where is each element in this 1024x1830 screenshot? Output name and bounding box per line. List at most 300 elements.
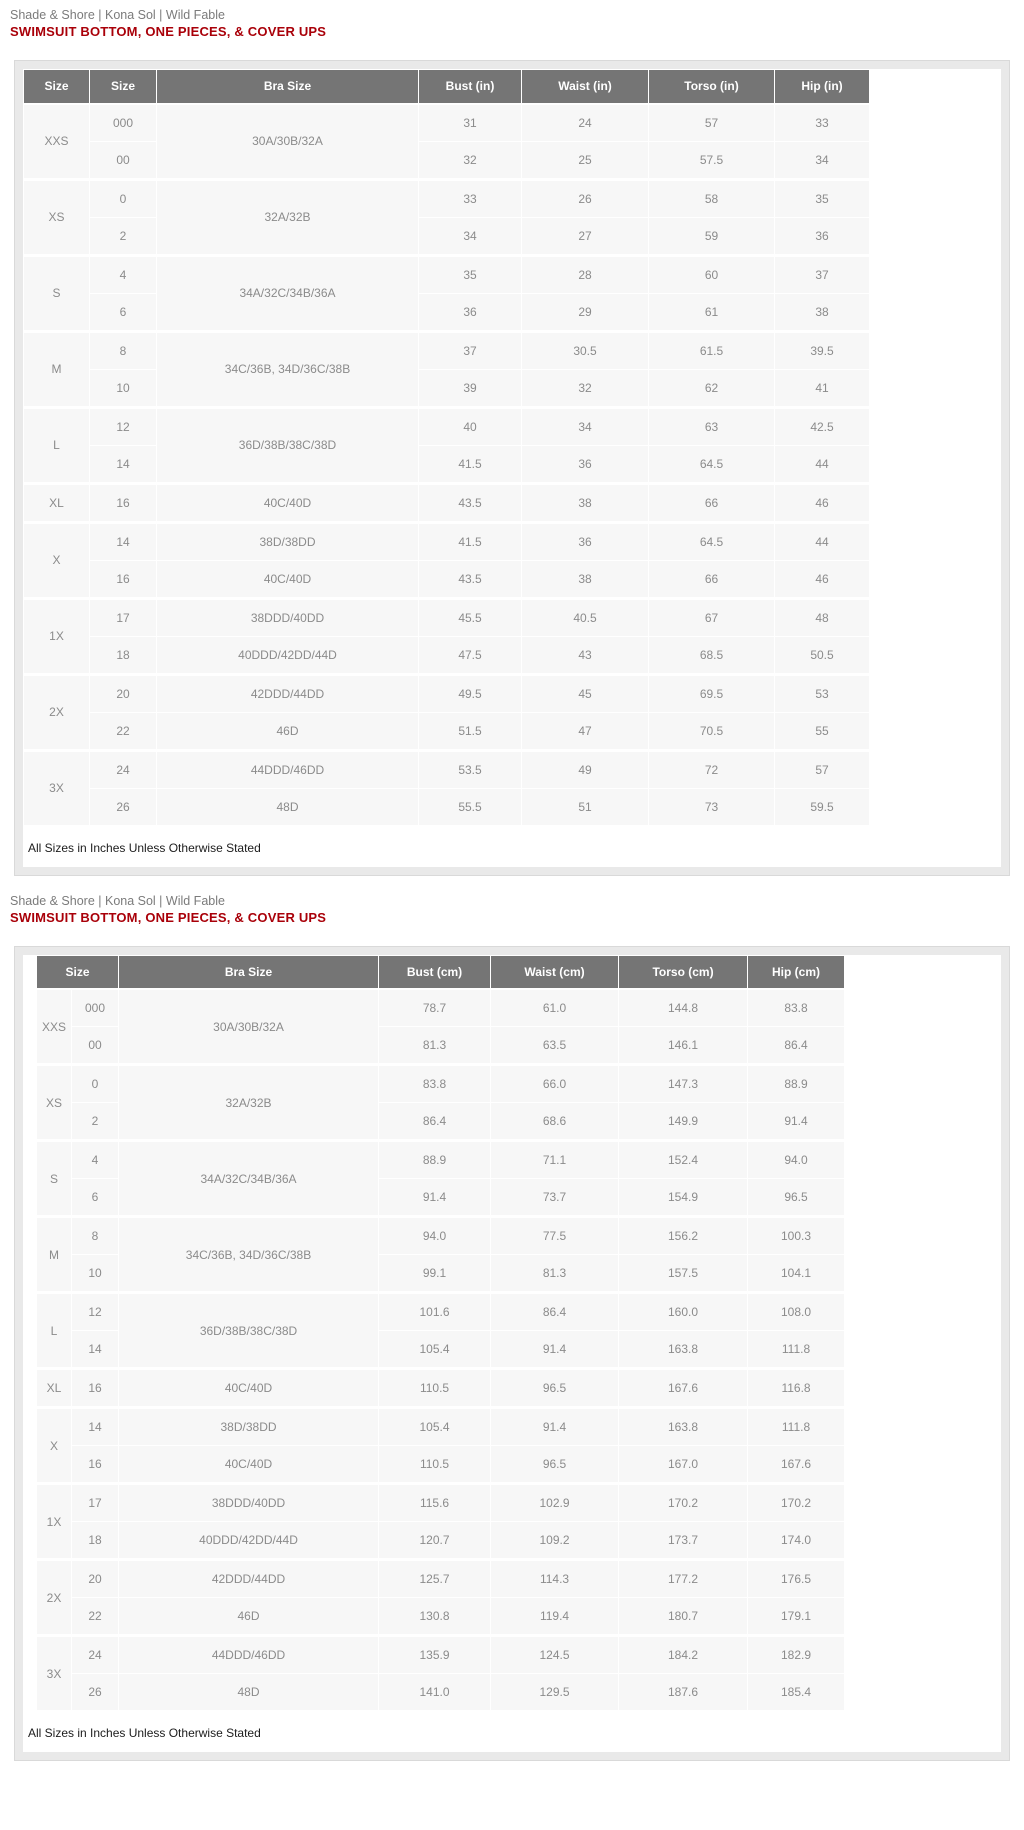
size-letter-cell: XS (24, 179, 90, 255)
hip-cell: 41 (775, 369, 870, 407)
bust-cell: 110.5 (379, 1446, 491, 1484)
size-number-cell: 6 (90, 293, 157, 331)
size-chart-section-inches (0, 0, 1024, 876)
hip-cell: 111.8 (748, 1408, 845, 1446)
torso-cell: 163.8 (619, 1408, 748, 1446)
size-number-cell: 14 (72, 1408, 119, 1446)
torso-cell: 184.2 (619, 1636, 748, 1674)
size-number-cell: 2 (90, 217, 157, 255)
waist-cell: 32 (522, 369, 649, 407)
size-number-cell: 12 (72, 1293, 119, 1331)
torso-cell: 62 (649, 369, 775, 407)
torso-cell: 152.4 (619, 1141, 748, 1179)
bra-size-cell: 48D (157, 788, 419, 826)
bust-cell: 39 (419, 369, 522, 407)
size-number-cell: 22 (90, 712, 157, 750)
table-row (37, 1065, 845, 1103)
torso-cell: 57.5 (649, 141, 775, 179)
column-header: Size (90, 70, 157, 104)
bust-cell: 105.4 (379, 1408, 491, 1446)
bust-cell: 101.6 (379, 1293, 491, 1331)
table-row (37, 1522, 845, 1560)
hip-cell: 100.3 (748, 1217, 845, 1255)
hip-cell: 176.5 (748, 1560, 845, 1598)
waist-cell: 96.5 (491, 1369, 619, 1408)
table-row (37, 1560, 845, 1598)
torso-cell: 61.5 (649, 331, 775, 369)
torso-cell: 57 (649, 104, 775, 142)
waist-cell: 24 (522, 104, 649, 142)
size-letter-cell: M (24, 331, 90, 407)
hip-cell: 48 (775, 598, 870, 636)
torso-cell: 61 (649, 293, 775, 331)
size-letter-cell: L (37, 1293, 72, 1369)
bust-cell: 45.5 (419, 598, 522, 636)
table-row (24, 407, 870, 445)
bust-cell: 53.5 (419, 750, 522, 788)
size-number-cell: 16 (72, 1446, 119, 1484)
size-number-cell: 20 (90, 674, 157, 712)
hip-cell: 46 (775, 483, 870, 522)
hip-cell: 167.6 (748, 1446, 845, 1484)
waist-cell: 129.5 (491, 1674, 619, 1712)
size-letter-cell: 2X (37, 1560, 72, 1636)
size-number-cell: 24 (72, 1636, 119, 1674)
bust-cell: 125.7 (379, 1560, 491, 1598)
waist-cell: 61.0 (491, 989, 619, 1027)
size-number-cell: 14 (90, 445, 157, 483)
bust-cell: 99.1 (379, 1255, 491, 1293)
torso-cell: 69.5 (649, 674, 775, 712)
size-number-cell: 000 (72, 989, 119, 1027)
size-letter-cell: L (24, 407, 90, 483)
table-row (24, 104, 870, 142)
hip-cell: 185.4 (748, 1674, 845, 1712)
bust-cell: 49.5 (419, 674, 522, 712)
hip-cell: 83.8 (748, 989, 845, 1027)
waist-cell: 71.1 (491, 1141, 619, 1179)
torso-cell: 187.6 (619, 1674, 748, 1712)
size-chart-panel-cm (14, 946, 1010, 1762)
table-row (24, 255, 870, 293)
column-header: Waist (in) (522, 70, 649, 104)
hip-cell: 50.5 (775, 636, 870, 674)
column-header: Size (24, 70, 90, 104)
table-row (24, 445, 870, 483)
table-row (37, 1636, 845, 1674)
bra-size-cell: 40DDD/42DD/44D (157, 636, 419, 674)
brands-line: Shade & Shore | Kona Sol | Wild Fable (10, 8, 225, 22)
table-row (24, 331, 870, 369)
column-header: Waist (cm) (491, 955, 619, 989)
size-number-cell: 00 (72, 1027, 119, 1065)
size-letter-cell: 1X (37, 1484, 72, 1560)
hip-cell: 38 (775, 293, 870, 331)
bust-cell: 41.5 (419, 445, 522, 483)
size-letter-cell: XL (24, 483, 90, 522)
bra-size-cell: 34C/36B, 34D/36C/38B (157, 331, 419, 407)
waist-cell: 43 (522, 636, 649, 674)
waist-cell: 73.7 (491, 1179, 619, 1217)
table-row (37, 989, 845, 1027)
bust-cell: 55.5 (419, 788, 522, 826)
bra-size-cell: 34A/32C/34B/36A (119, 1141, 379, 1217)
column-header: Size (37, 955, 119, 989)
size-number-cell: 0 (90, 179, 157, 217)
column-header: Bust (cm) (379, 955, 491, 989)
size-letter-cell: 2X (24, 674, 90, 750)
table-row (24, 179, 870, 217)
bra-size-cell: 38DDD/40DD (157, 598, 419, 636)
waist-cell: 26 (522, 179, 649, 217)
torso-cell: 167.6 (619, 1369, 748, 1408)
waist-cell: 109.2 (491, 1522, 619, 1560)
size-number-cell: 2 (72, 1103, 119, 1141)
bust-cell: 141.0 (379, 1674, 491, 1712)
hip-cell: 91.4 (748, 1103, 845, 1141)
torso-cell: 64.5 (649, 445, 775, 483)
bra-size-cell: 36D/38B/38C/38D (119, 1293, 379, 1369)
table-row (24, 788, 870, 826)
hip-cell: 174.0 (748, 1522, 845, 1560)
size-letter-cell: S (37, 1141, 72, 1217)
waist-cell: 34 (522, 407, 649, 445)
table-row (37, 1598, 845, 1636)
table-row (37, 1484, 845, 1522)
size-number-cell: 26 (90, 788, 157, 826)
size-number-cell: 12 (90, 407, 157, 445)
table-row (24, 674, 870, 712)
waist-cell: 66.0 (491, 1065, 619, 1103)
bra-size-cell: 30A/30B/32A (119, 989, 379, 1065)
hip-cell: 53 (775, 674, 870, 712)
torso-cell: 157.5 (619, 1255, 748, 1293)
hip-cell: 44 (775, 445, 870, 483)
waist-cell: 102.9 (491, 1484, 619, 1522)
hip-cell: 182.9 (748, 1636, 845, 1674)
column-header: Bra Size (119, 955, 379, 989)
waist-cell: 68.6 (491, 1103, 619, 1141)
waist-cell: 86.4 (491, 1293, 619, 1331)
waist-cell: 114.3 (491, 1560, 619, 1598)
torso-cell: 154.9 (619, 1179, 748, 1217)
table-row (24, 636, 870, 674)
size-number-cell: 14 (72, 1331, 119, 1369)
size-number-cell: 10 (72, 1255, 119, 1293)
torso-cell: 170.2 (619, 1484, 748, 1522)
bra-size-cell: 34C/36B, 34D/36C/38B (119, 1217, 379, 1293)
bust-cell: 51.5 (419, 712, 522, 750)
bust-cell: 115.6 (379, 1484, 491, 1522)
table-row (24, 293, 870, 331)
waist-cell: 36 (522, 522, 649, 560)
waist-cell: 81.3 (491, 1255, 619, 1293)
hip-cell: 57 (775, 750, 870, 788)
size-number-cell: 16 (72, 1369, 119, 1408)
column-header: Bust (in) (419, 70, 522, 104)
hip-cell: 35 (775, 179, 870, 217)
hip-cell: 94.0 (748, 1141, 845, 1179)
hip-cell: 46 (775, 560, 870, 598)
bra-size-cell: 34A/32C/34B/36A (157, 255, 419, 331)
bust-cell: 36 (419, 293, 522, 331)
torso-cell: 147.3 (619, 1065, 748, 1103)
torso-cell: 177.2 (619, 1560, 748, 1598)
table-row (24, 483, 870, 522)
size-letter-cell: XL (37, 1369, 72, 1408)
size-number-cell: 6 (72, 1179, 119, 1217)
bra-size-cell: 32A/32B (157, 179, 419, 255)
hip-cell: 33 (775, 104, 870, 142)
hip-cell: 108.0 (748, 1293, 845, 1331)
torso-cell: 156.2 (619, 1217, 748, 1255)
bust-cell: 78.7 (379, 989, 491, 1027)
size-number-cell: 24 (90, 750, 157, 788)
panel-inner (23, 69, 1001, 867)
column-header: Torso (cm) (619, 955, 748, 989)
size-chart-panel-inches (14, 60, 1010, 876)
table-row (37, 1217, 845, 1255)
torso-cell: 59 (649, 217, 775, 255)
hip-cell: 59.5 (775, 788, 870, 826)
waist-cell: 38 (522, 483, 649, 522)
bust-cell: 83.8 (379, 1065, 491, 1103)
table-row (24, 560, 870, 598)
hip-cell: 116.8 (748, 1369, 845, 1408)
table-row (37, 1293, 845, 1331)
torso-cell: 160.0 (619, 1293, 748, 1331)
bra-size-cell: 44DDD/46DD (157, 750, 419, 788)
bra-size-cell: 38D/38DD (157, 522, 419, 560)
bust-cell: 31 (419, 104, 522, 142)
torso-cell: 60 (649, 255, 775, 293)
torso-cell: 144.8 (619, 989, 748, 1027)
torso-cell: 163.8 (619, 1331, 748, 1369)
brands-line: Shade & Shore | Kona Sol | Wild Fable (10, 893, 225, 908)
size-number-cell: 0 (72, 1065, 119, 1103)
bust-cell: 86.4 (379, 1103, 491, 1141)
bra-size-cell: 32A/32B (119, 1065, 379, 1141)
bust-cell: 81.3 (379, 1027, 491, 1065)
waist-cell: 49 (522, 750, 649, 788)
size-letter-cell: XXS (24, 104, 90, 180)
bust-cell: 110.5 (379, 1369, 491, 1408)
torso-cell: 64.5 (649, 522, 775, 560)
waist-cell: 124.5 (491, 1636, 619, 1674)
torso-cell: 66 (649, 483, 775, 522)
bra-size-cell: 40C/40D (157, 483, 419, 522)
waist-cell: 27 (522, 217, 649, 255)
waist-cell: 30.5 (522, 331, 649, 369)
torso-cell: 58 (649, 179, 775, 217)
bust-cell: 47.5 (419, 636, 522, 674)
bust-cell: 88.9 (379, 1141, 491, 1179)
bust-cell: 43.5 (419, 483, 522, 522)
torso-cell: 70.5 (649, 712, 775, 750)
hip-cell: 34 (775, 141, 870, 179)
waist-cell: 47 (522, 712, 649, 750)
torso-cell: 167.0 (619, 1446, 748, 1484)
torso-cell: 149.9 (619, 1103, 748, 1141)
size-letter-cell: 1X (24, 598, 90, 674)
size-number-cell: 8 (90, 331, 157, 369)
hip-cell: 39.5 (775, 331, 870, 369)
footnote: All Sizes in Inches Unless Otherwise Stated (23, 828, 1001, 859)
torso-cell: 67 (649, 598, 775, 636)
bra-size-cell: 40C/40D (119, 1369, 379, 1408)
size-number-cell: 17 (72, 1484, 119, 1522)
bust-cell: 40 (419, 407, 522, 445)
bra-size-cell: 38D/38DD (119, 1408, 379, 1446)
footnote: All Sizes in Inches Unless Otherwise Stated (23, 1713, 1001, 1744)
waist-cell: 63.5 (491, 1027, 619, 1065)
hip-cell: 179.1 (748, 1598, 845, 1636)
size-number-cell: 18 (72, 1522, 119, 1560)
table-row (24, 522, 870, 560)
column-header: Bra Size (157, 70, 419, 104)
bust-cell: 43.5 (419, 560, 522, 598)
hip-cell: 42.5 (775, 407, 870, 445)
torso-cell: 180.7 (619, 1598, 748, 1636)
waist-cell: 45 (522, 674, 649, 712)
size-number-cell: 16 (90, 560, 157, 598)
size-number-cell: 14 (90, 522, 157, 560)
bra-size-cell: 42DDD/44DD (119, 1560, 379, 1598)
bust-cell: 120.7 (379, 1522, 491, 1560)
torso-cell: 173.7 (619, 1522, 748, 1560)
bra-size-cell: 44DDD/46DD (119, 1636, 379, 1674)
table-row (24, 750, 870, 788)
column-header: Hip (cm) (748, 955, 845, 989)
torso-cell: 63 (649, 407, 775, 445)
waist-cell: 40.5 (522, 598, 649, 636)
table-row (37, 1141, 845, 1179)
table-row (24, 712, 870, 750)
hip-cell: 88.9 (748, 1065, 845, 1103)
waist-cell: 91.4 (491, 1408, 619, 1446)
size-number-cell: 16 (90, 483, 157, 522)
bra-size-cell: 40C/40D (157, 560, 419, 598)
size-table-inches (23, 69, 870, 828)
table-row (37, 1408, 845, 1446)
page-title: SWIMSUIT BOTTOM, ONE PIECES, & COVER UPS (10, 24, 327, 39)
size-letter-cell: 3X (37, 1636, 72, 1712)
table-row (37, 1674, 845, 1712)
bra-size-cell: 46D (119, 1598, 379, 1636)
bust-cell: 33 (419, 179, 522, 217)
torso-cell: 68.5 (649, 636, 775, 674)
bust-cell: 35 (419, 255, 522, 293)
table-row (24, 141, 870, 179)
table-row (24, 369, 870, 407)
table-row (24, 217, 870, 255)
page-title: SWIMSUIT BOTTOM, ONE PIECES, & COVER UPS (10, 909, 327, 925)
hip-cell: 36 (775, 217, 870, 255)
size-letter-cell: M (37, 1217, 72, 1293)
column-header: Torso (in) (649, 70, 775, 104)
torso-cell: 66 (649, 560, 775, 598)
size-letter-cell: X (24, 522, 90, 598)
table-row (24, 598, 870, 636)
size-letter-cell: X (37, 1408, 72, 1484)
size-letter-cell: XS (37, 1065, 72, 1141)
waist-cell: 36 (522, 445, 649, 483)
header-row (24, 70, 870, 104)
size-table-cm (36, 955, 845, 1714)
hip-cell: 170.2 (748, 1484, 845, 1522)
waist-cell: 28 (522, 255, 649, 293)
size-letter-cell: 3X (24, 750, 90, 826)
bra-size-cell: 38DDD/40DD (119, 1484, 379, 1522)
panel-inner (23, 955, 1001, 1753)
bust-cell: 32 (419, 141, 522, 179)
waist-cell: 51 (522, 788, 649, 826)
bust-cell: 37 (419, 331, 522, 369)
table-row (37, 1446, 845, 1484)
size-number-cell: 4 (90, 255, 157, 293)
size-number-cell: 22 (72, 1598, 119, 1636)
torso-cell: 146.1 (619, 1027, 748, 1065)
bust-cell: 41.5 (419, 522, 522, 560)
waist-cell: 25 (522, 141, 649, 179)
column-header: Hip (in) (775, 70, 870, 104)
size-chart-section-cm (0, 876, 1024, 1762)
size-number-cell: 00 (90, 141, 157, 179)
bra-size-cell: 30A/30B/32A (157, 104, 419, 180)
size-number-cell: 000 (90, 104, 157, 142)
hip-cell: 96.5 (748, 1179, 845, 1217)
bra-size-cell: 40DDD/42DD/44D (119, 1522, 379, 1560)
bra-size-cell: 42DDD/44DD (157, 674, 419, 712)
size-number-cell: 26 (72, 1674, 119, 1712)
size-letter-cell: XXS (37, 989, 72, 1065)
bra-size-cell: 48D (119, 1674, 379, 1712)
size-number-cell: 10 (90, 369, 157, 407)
bust-cell: 94.0 (379, 1217, 491, 1255)
hip-cell: 104.1 (748, 1255, 845, 1293)
size-letter-cell: S (24, 255, 90, 331)
hip-cell: 44 (775, 522, 870, 560)
bust-cell: 91.4 (379, 1179, 491, 1217)
bust-cell: 130.8 (379, 1598, 491, 1636)
waist-cell: 77.5 (491, 1217, 619, 1255)
torso-cell: 73 (649, 788, 775, 826)
size-number-cell: 4 (72, 1141, 119, 1179)
bust-cell: 34 (419, 217, 522, 255)
torso-cell: 72 (649, 750, 775, 788)
waist-cell: 96.5 (491, 1446, 619, 1484)
size-number-cell: 8 (72, 1217, 119, 1255)
table-row (37, 1369, 845, 1408)
waist-cell: 38 (522, 560, 649, 598)
size-number-cell: 17 (90, 598, 157, 636)
size-number-cell: 20 (72, 1560, 119, 1598)
waist-cell: 91.4 (491, 1331, 619, 1369)
hip-cell: 55 (775, 712, 870, 750)
size-number-cell: 18 (90, 636, 157, 674)
header-row (37, 955, 845, 989)
waist-cell: 119.4 (491, 1598, 619, 1636)
waist-cell: 29 (522, 293, 649, 331)
bra-size-cell: 40C/40D (119, 1446, 379, 1484)
hip-cell: 111.8 (748, 1331, 845, 1369)
bra-size-cell: 46D (157, 712, 419, 750)
bust-cell: 105.4 (379, 1331, 491, 1369)
bust-cell: 135.9 (379, 1636, 491, 1674)
hip-cell: 37 (775, 255, 870, 293)
bra-size-cell: 36D/38B/38C/38D (157, 407, 419, 483)
hip-cell: 86.4 (748, 1027, 845, 1065)
